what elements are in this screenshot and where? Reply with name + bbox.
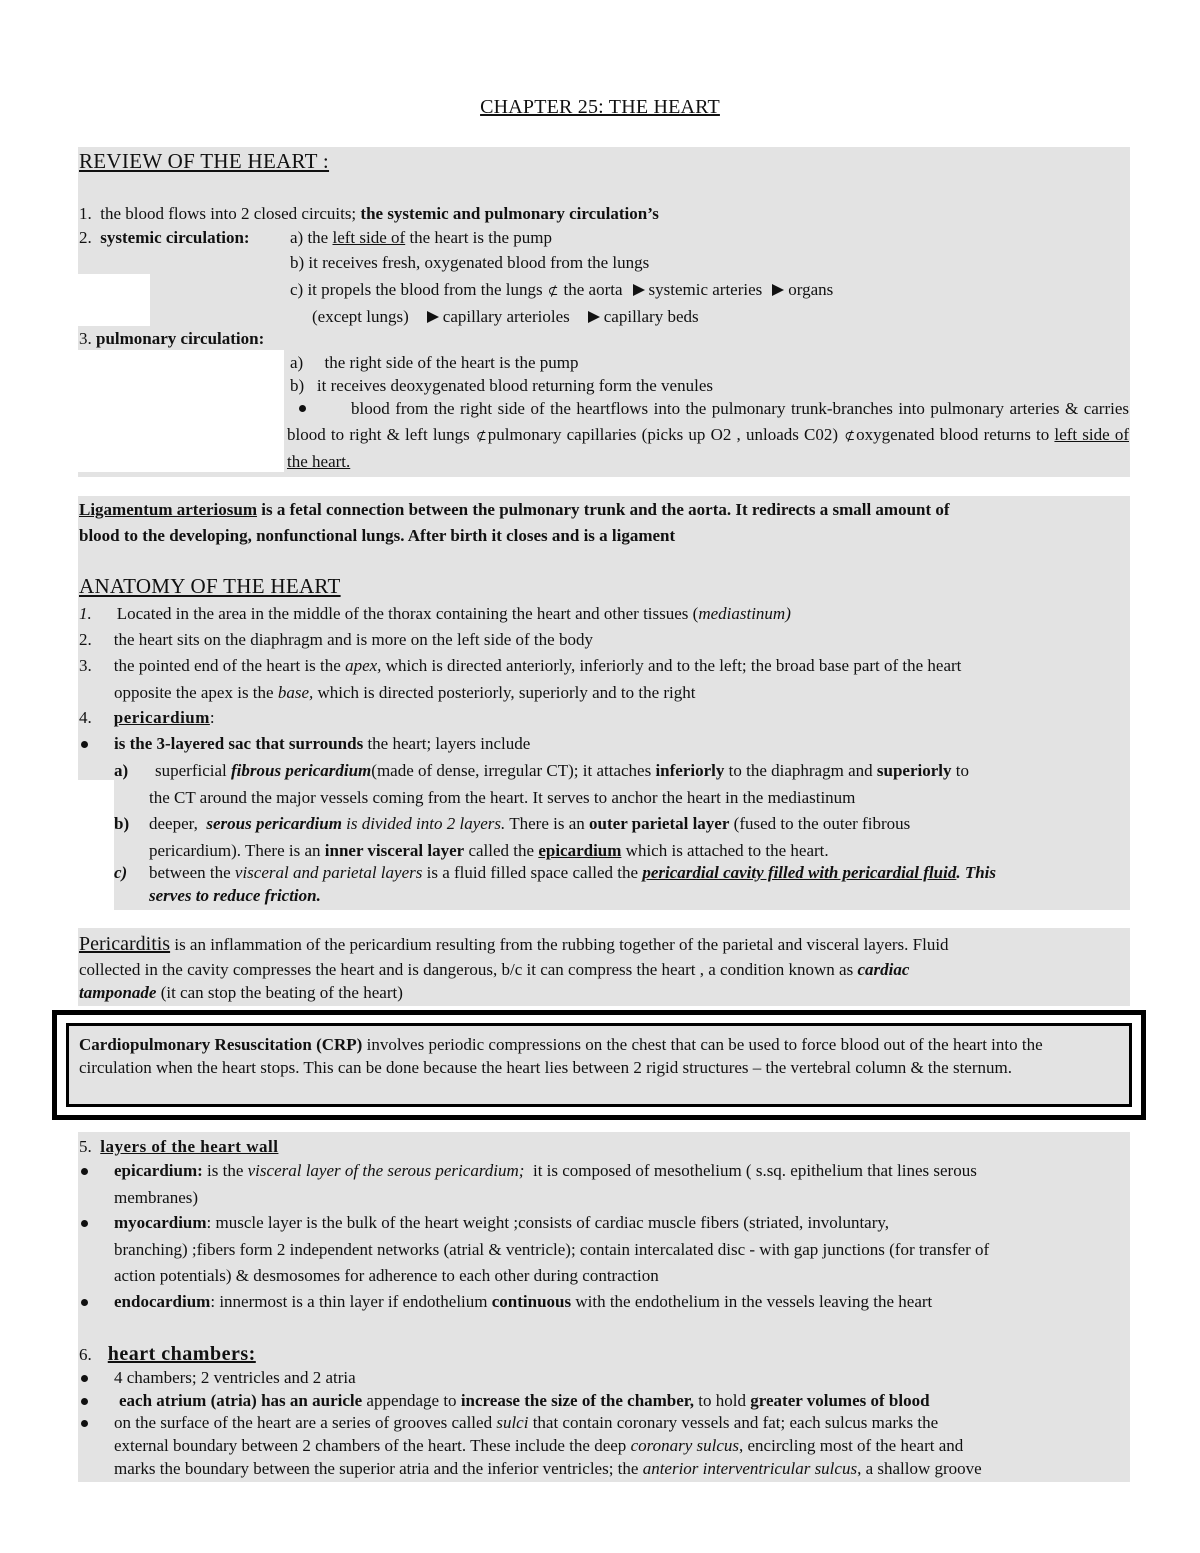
bullet-icon: [81, 1398, 88, 1405]
arrow-icon: ⊄: [547, 283, 559, 298]
chambers-bullet-1: 4 chambers; 2 ventricles and 2 atria: [114, 1368, 356, 1387]
anatomy-layer-b-cont: pericardium). There is an inner visceral layer called the epicardium which is attached to the heart.: [149, 841, 829, 860]
review-item-2c-cont: (except lungs) capillary arterioles capillary beds: [312, 307, 699, 326]
review-item-3b: b) it receives deoxygenated blood returning form the venules: [290, 376, 713, 395]
page-title: CHAPTER 25: THE HEART: [480, 96, 720, 118]
unshaded-gap: [78, 274, 150, 326]
review-item-2a: a) the left side of the heart is the pump: [290, 228, 553, 247]
anatomy-item-2: 2. the heart sits on the diaphragm and is more on the left side of the body: [79, 630, 593, 649]
anatomy-layer-c: between the visceral and parietal layers is a fluid filled space called the pericardial cavity filled with pericardial fluid. This: [149, 863, 997, 882]
review-item-3-bullet: blood from the right side of the heartflows into the pulmonary trunk-branches into pulmonary arteries & carries blood to right & left lungs ⊄pulmonary capillaries (picks up O2 , unloads C02) ⊄oxygenated blood returns to left side of the heart.: [287, 399, 1129, 471]
anatomy-layer-c-cont: serves to reduce friction.: [149, 886, 321, 905]
review-item-1: 1. the blood flows into 2 closed circuits; the systemic and pulmonary circulation’s: [79, 204, 659, 223]
anatomy-layer-c-label: c): [114, 863, 128, 882]
anatomy-layer-a: superficial fibrous pericardium(made of dense, irregular CT); it attaches inferiorly to the diaphragm and superiorly to: [155, 761, 969, 780]
cpr-callout-box: [52, 1010, 1146, 1120]
anatomy-item-3-cont: opposite the apex is the base, which is directed posteriorly, superiorly and to the right: [114, 683, 696, 702]
arrow-right-icon: [772, 284, 784, 296]
arrow-icon: ⊄: [844, 428, 856, 443]
layers-myocardium-cont-2: action potentials) & desmosomes for adherence to each other during contraction: [114, 1266, 659, 1285]
layers-epicardium-cont: membranes): [114, 1188, 199, 1207]
pericarditis-line-2: collected in the cavity compresses the heart and is dangerous, b/c it can compress the heart , a condition known as cardiac: [79, 960, 910, 979]
pericarditis-line-1: Pericarditis is an inflammation of the pericardium resulting from the rubbing together of the parietal and visceral layers. Fluid: [79, 933, 949, 955]
anatomy-bullet: is the 3-layered sac that surrounds the heart; layers include: [114, 734, 531, 753]
review-item-3-label: 3. pulmonary circulation:: [79, 329, 265, 348]
arrow-right-icon: [427, 311, 439, 323]
chambers-bullet-3-cont-2: marks the boundary between the superior atria and the inferior ventricles; the anterior interventricular sulcus, a shallow groove: [114, 1459, 982, 1478]
chambers-bullet-3-cont-1: external boundary between 2 chambers of the heart. These include the deep coronary sulcus, encircling most of the heart and: [114, 1436, 964, 1455]
anatomy-layer-a-cont: the CT around the major vessels coming from the heart. It serves to anchor the heart in the mediastinum: [149, 788, 856, 807]
bullet-icon: [81, 1220, 88, 1227]
arrow-right-icon: [588, 311, 600, 323]
layers-epicardium: epicardium: is the visceral layer of the serous pericardium; it is composed of mesothelium ( s.sq. epithelium that lines serous: [114, 1161, 977, 1180]
anatomy-layer-a-label: a): [114, 761, 129, 780]
chambers-bullet-2: each atrium (atria) has an auricle appendage to increase the size of the chamber, to hold greater volumes of blood: [119, 1391, 930, 1410]
review-item-2-label: 2. systemic circulation:: [79, 228, 250, 247]
anatomy-heading: ANATOMY OF THE HEART: [79, 574, 341, 598]
anatomy-item-4: 4. pericardium:: [79, 708, 215, 727]
review-item-2b: b) it receives fresh, oxygenated blood from the lungs: [290, 253, 650, 272]
cpr-text: Cardiopulmonary Resuscitation (CRP) involves periodic compressions on the chest that can be used to force blood out of the heart into the circulation when the heart stops. This can be done because the heart lies between 2 rigid structures – the vertebral column & the sternum.: [79, 1035, 1043, 1077]
anatomy-layer-b: deeper, serous pericardium is divided into 2 layers. There is an outer parietal layer (fused to the outer fibrous: [149, 814, 911, 833]
anatomy-layer-b-label: b): [114, 814, 130, 833]
bullet-icon: [81, 1420, 88, 1427]
review-item-3a: a) the right side of the heart is the pump: [290, 353, 579, 372]
layers-myocardium: myocardium: muscle layer is the bulk of the heart weight ;consists of cardiac muscle fibers (striated, involuntary,: [114, 1213, 890, 1232]
unshaded-gap: [78, 350, 284, 472]
bullet-icon: [81, 741, 88, 748]
layers-heading: 5. layers of the heart wall: [79, 1137, 279, 1156]
pericarditis-line-3: tamponade (it can stop the beating of the heart): [79, 983, 403, 1002]
anatomy-item-1: 1. Located in the area in the middle of the thorax containing the heart and other tissues (mediastinum): [79, 604, 791, 623]
anatomy-item-3: 3. the pointed end of the heart is the apex, which is directed anteriorly, inferiorly and to the left; the broad base part of the heart: [79, 656, 962, 675]
bullet-icon: [81, 1299, 88, 1306]
review-item-2c: c) it propels the blood from the lungs ⊄ the aorta systemic arteries organs: [290, 280, 834, 299]
unshaded-gap: [78, 780, 114, 910]
review-heading: REVIEW OF THE HEART :: [79, 149, 330, 173]
arrow-right-icon: [633, 284, 645, 296]
chambers-bullet-3: on the surface of the heart are a series of grooves called sulci that contain coronary vessels and fat; each sulcus marks the: [114, 1413, 939, 1432]
arrow-icon: ⊄: [475, 428, 487, 443]
ligamentum-line-2: blood to the developing, nonfunctional lungs. After birth it closes and is a ligament: [79, 526, 676, 545]
bullet-icon: [81, 1168, 88, 1175]
layers-endocardium: endocardium: innermost is a thin layer if endothelium continuous with the endothelium in the vessels leaving the heart: [114, 1292, 933, 1311]
ligamentum-line-1: Ligamentum arteriosum is a fetal connection between the pulmonary trunk and the aorta. It redirects a small amount of: [79, 500, 950, 519]
chambers-heading: 6. heart chambers:: [79, 1343, 256, 1365]
bullet-icon: [81, 1375, 88, 1382]
layers-myocardium-cont-1: branching) ;fibers form 2 independent networks (atrial & ventricle); contain intercalated disc - with gap junctions (for transfer of: [114, 1240, 990, 1259]
cpr-callout-inner: [66, 1023, 1132, 1107]
